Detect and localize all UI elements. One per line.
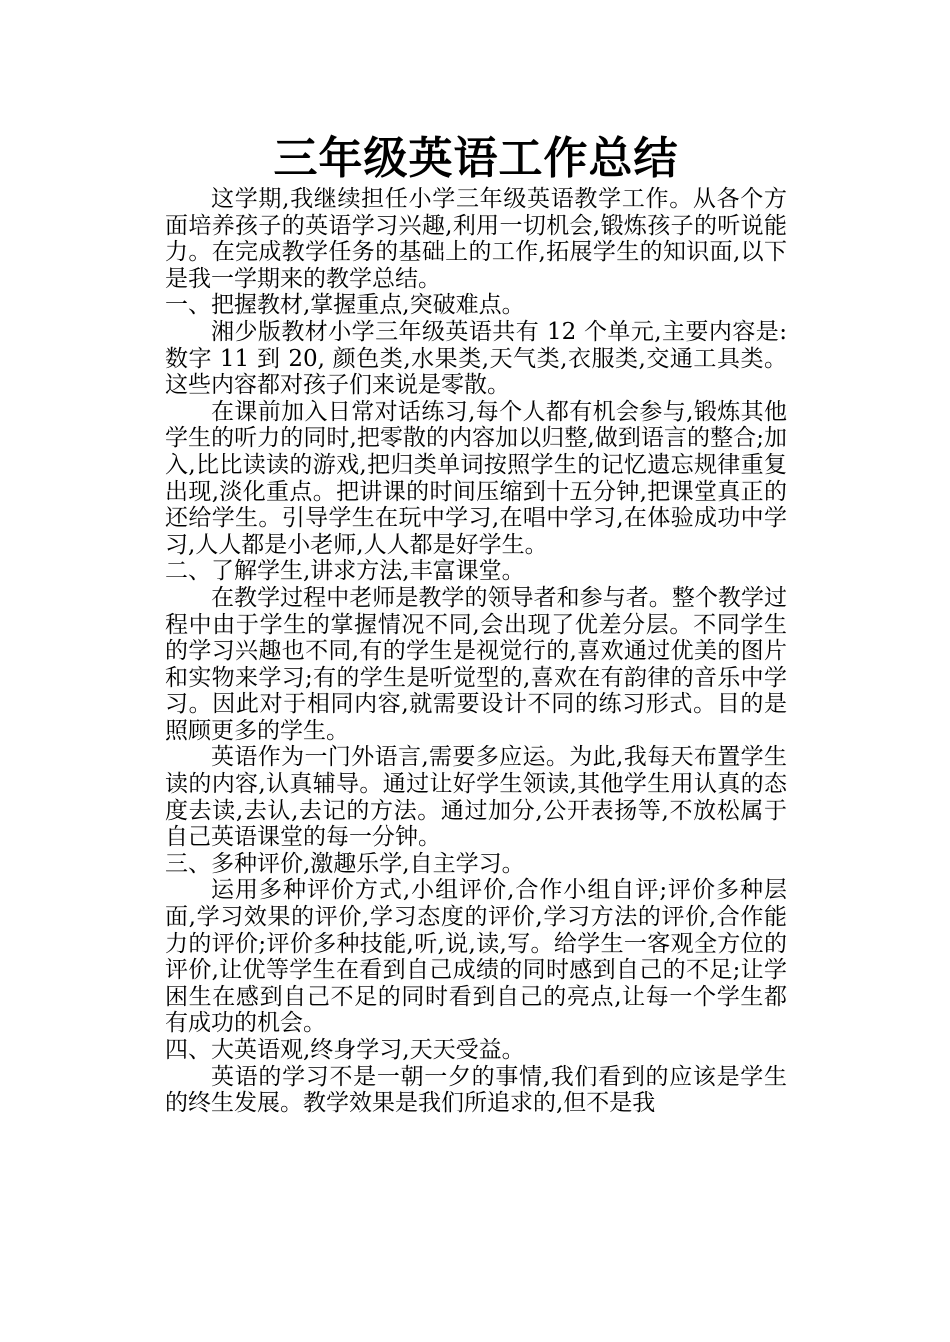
section-heading-1: 一、把握教材,掌握重点,突破难点。 xyxy=(165,292,525,319)
paragraph-class-practice: 在课前加入日常对话练习,每个人都有机会参与,锻炼其他学生的听力的同时,把零散的内容加以归整,做到语言的整合;加入,比比读读的游戏,把归类单词按照学生的记忆遗忘规律重复出现,淡化重点。把讲课的时间压缩到十五分钟,把课堂真正的还给学生。引导学生在玩中学习,在唱中学习,在体验成功中学习,人人都是小老师,人人都是好学生。 xyxy=(165,398,787,558)
section-heading-4: 四、大英语观,终身学习,天天受益。 xyxy=(165,1037,525,1063)
section-heading-3: 三、多种评价,激趣乐学,自主学习。 xyxy=(165,850,525,877)
section-heading-2: 二、了解学生,讲求方法,丰富课堂。 xyxy=(165,558,525,585)
document-title: 三年级英语工作总结 xyxy=(273,133,679,184)
paragraph-textbook-content: 湘少版教材小学三年级英语共有 12 个单元,主要内容是:数字 11 到 20, 颜色类,水果类,天气类,衣服类,交通工具类。这些内容都对孩子们来说是零散。 xyxy=(165,318,787,399)
paragraph-teaching-process: 在教学过程中老师是教学的领导者和参与者。整个教学过程中由于学生的掌握情况不同,会出现了优差分层。不同学生的学习兴趣也不同,有的学生是视觉行的,喜欢通过优美的图片和实物来学习;有的学生是听觉型的,喜欢在有韵律的音乐中学习。因此对于相同内容,就需要设计不同的练习形式。目的是照顾更多的学生。 xyxy=(165,584,787,744)
paragraph-lifelong-learning: 英语的学习不是一朝一夕的事情,我们看到的应该是学生的终生发展。教学效果是我们所追求的,但不是我 xyxy=(165,1063,787,1117)
document-body xyxy=(165,132,787,1117)
paragraph-intro: 这学期,我继续担任小学三年级英语教学工作。从各个方面培养孩子的英语学习兴趣,利用一切机会,锻炼孩子的听说能力。在完成教学任务的基础上的工作,拓展学生的知识面,以下是我一学期来的教学总结。 xyxy=(165,186,787,292)
paragraph-reading-practice: 英语作为一门外语言,需要多应运。为此,我每天布置学生读的内容,认真辅导。通过让好学生领读,其他学生用认真的态度去读,去认,去记的方法。通过加分,公开表扬等,不放松属于自己英语课堂的每一分钟。 xyxy=(165,744,787,851)
paragraph-evaluation: 运用多种评价方式,小组评价,合作小组自评;评价多种层面,学习效果的评价,学习态度的评价,学习方法的评价,合作能力的评价;评价多种技能,听,说,读,写。给学生一客观全方位的评价,让优等学生在看到自己成绩的同时感到自己的不足;让学困生在感到自己不足的同时看到自己的亮点,让每一个学生都有成功的机会。 xyxy=(165,877,787,1037)
